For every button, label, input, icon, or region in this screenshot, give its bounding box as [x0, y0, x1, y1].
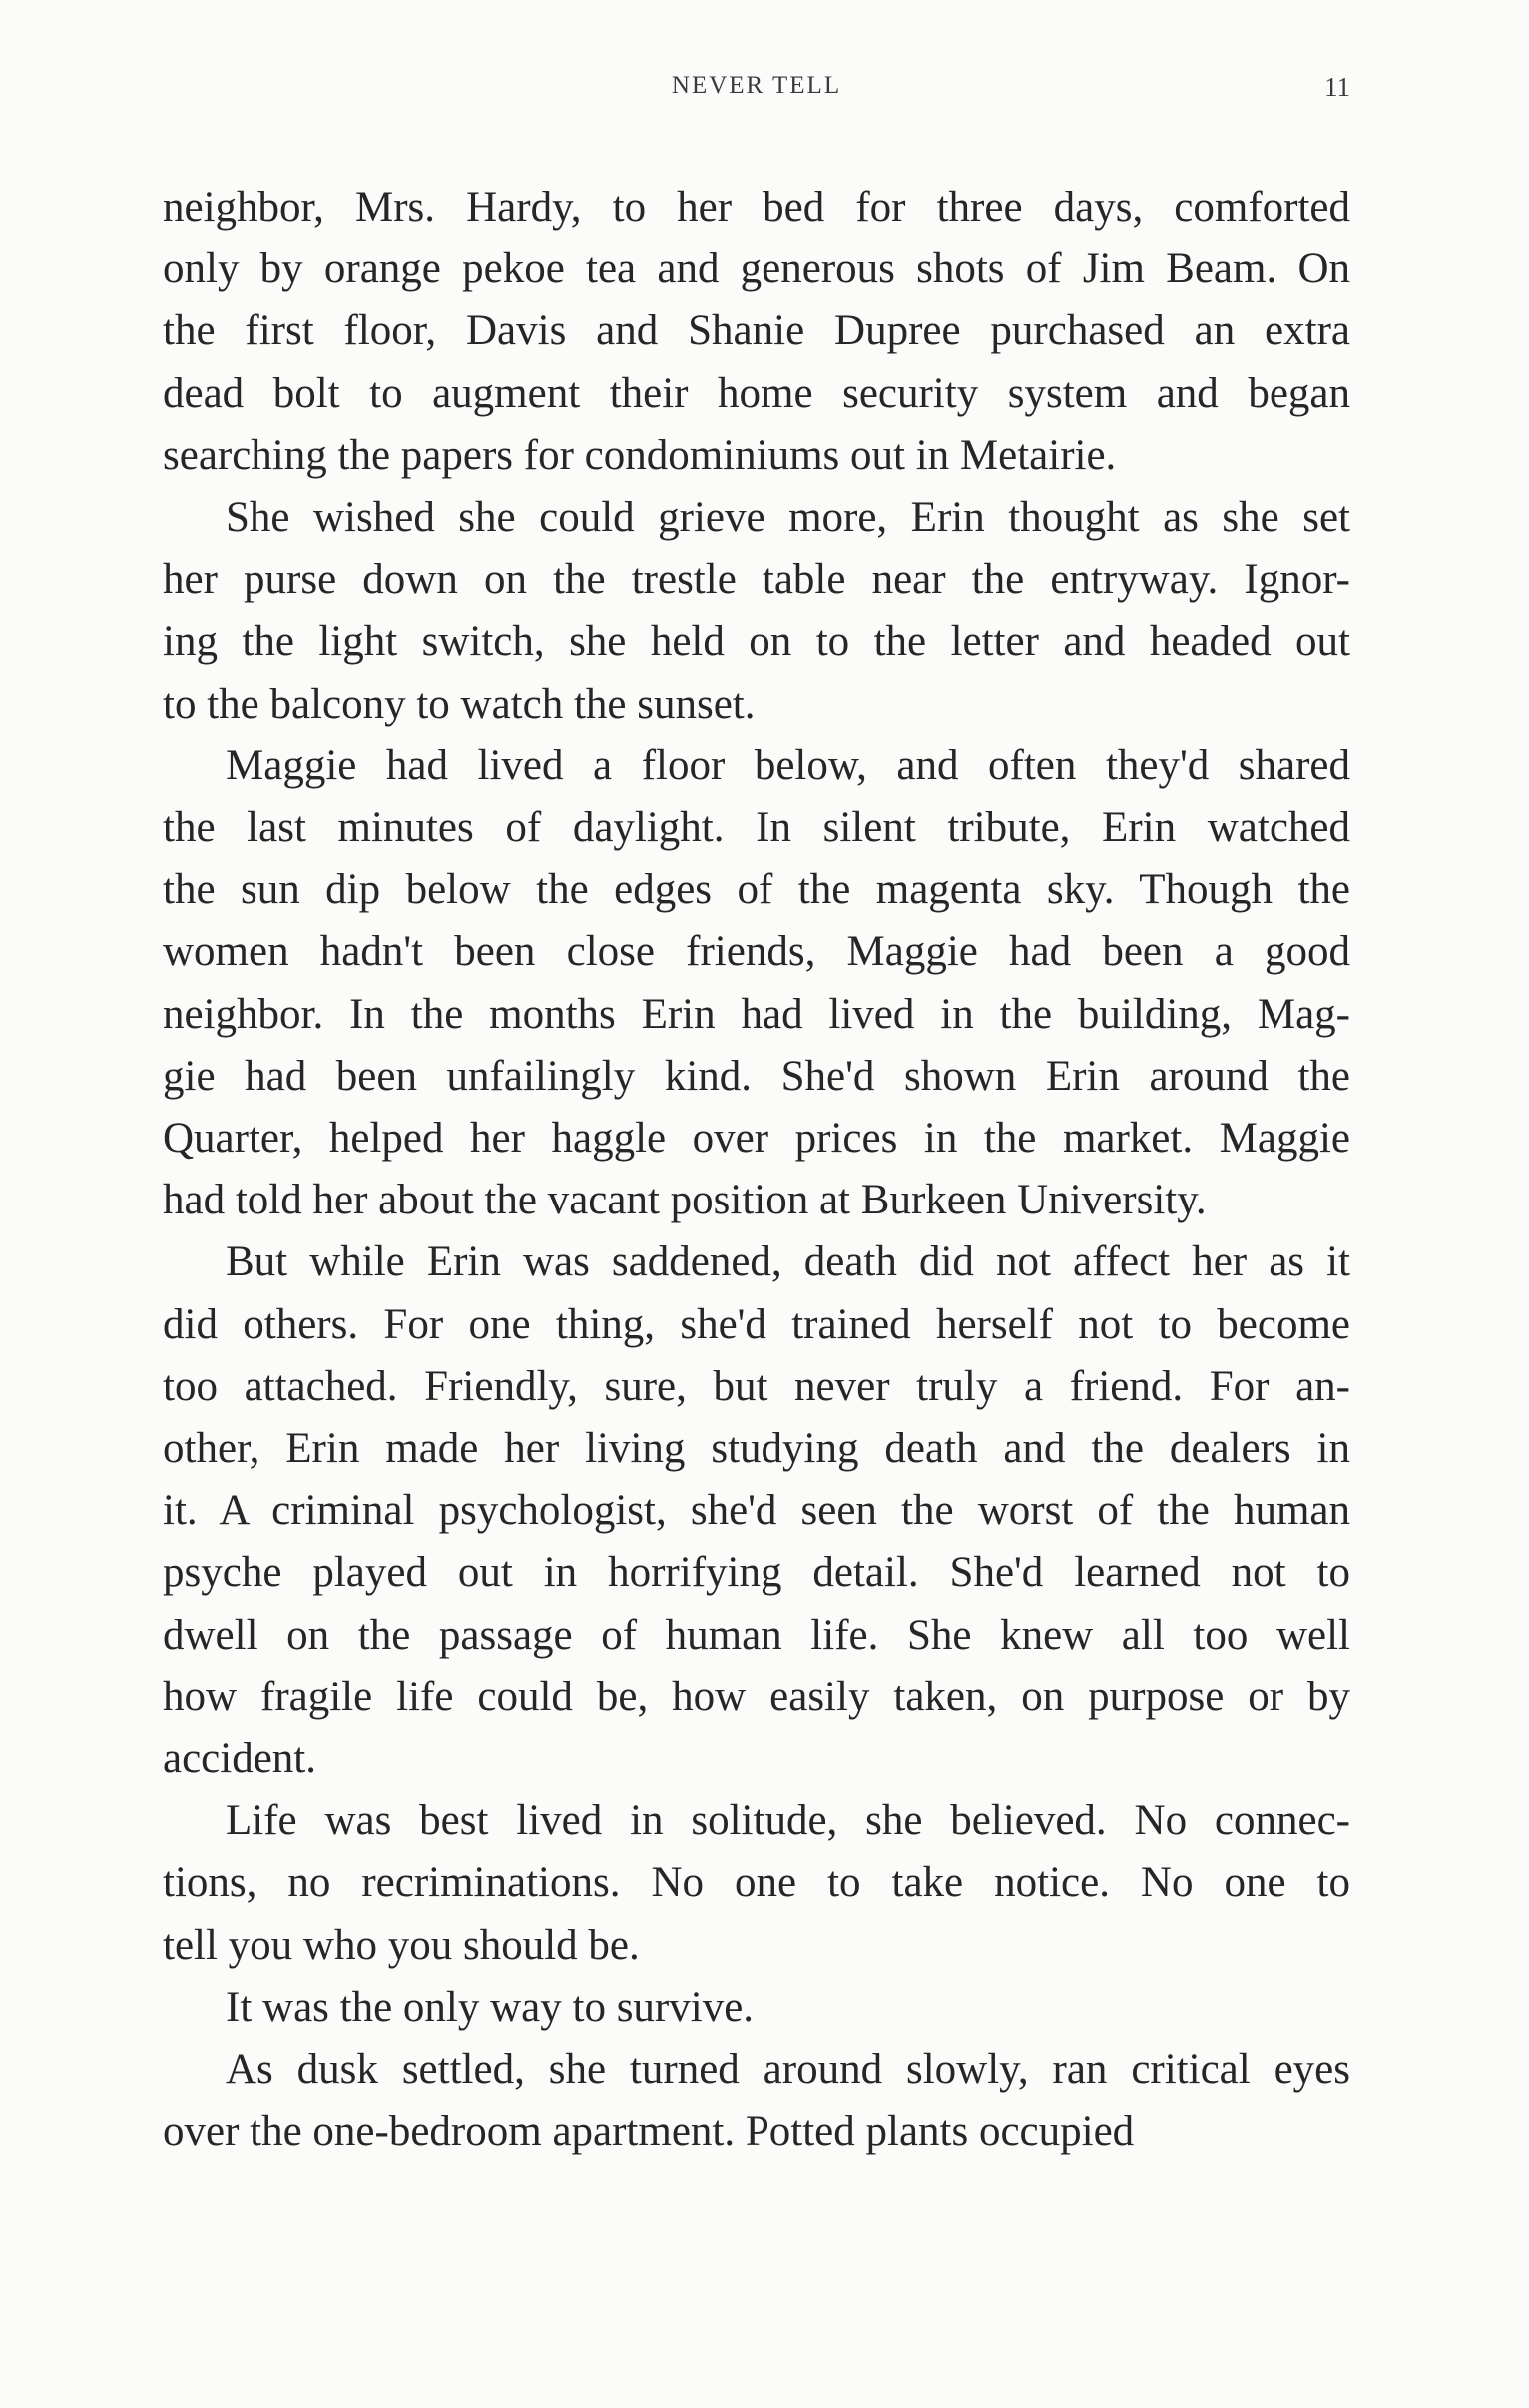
- text-line: had told her about the vacant position at Burkeen University.: [163, 1177, 1207, 1224]
- paragraph: [163, 487, 1350, 735]
- text-line: too attached. Friendly, sure, but never truly a friend. For an-: [163, 1362, 1350, 1410]
- text-line: accident.: [163, 1735, 316, 1783]
- text-line: psyche played out in horrifying detail. She'd learned not to: [163, 1549, 1350, 1597]
- text-line: other, Erin made her living studying death and the dealers in: [163, 1425, 1350, 1473]
- text-line: As dusk settled, she turned around slowly, ran critical eyes: [226, 2046, 1350, 2094]
- text-line: only by orange pekoe tea and generous shots of Jim Beam. On: [163, 245, 1350, 293]
- text-line: women hadn't been close friends, Maggie had been a good: [163, 928, 1350, 976]
- paragraph: [163, 735, 1350, 1232]
- text-line: to the balcony to watch the sunset.: [163, 680, 756, 727]
- text-line: Quarter, helped her haggle over prices in the market. Maggie: [163, 1115, 1350, 1163]
- text-line: did others. For one thing, she'd trained herself not to become: [163, 1300, 1350, 1348]
- text-line: it. A criminal psychologist, she'd seen the worst of the human: [163, 1487, 1350, 1535]
- text-line: neighbor, Mrs. Hardy, to her bed for three days, comforted: [163, 184, 1350, 231]
- text-line: gie had been unfailingly kind. She'd shown Erin around the: [163, 1052, 1350, 1100]
- running-head: [163, 72, 1350, 112]
- text-line: the sun dip below the edges of the magenta sky. Though the: [163, 866, 1350, 914]
- body-text: [163, 177, 1350, 2164]
- text-line: dead bolt to augment their home security system and began: [163, 369, 1350, 417]
- running-title: NEVER TELL: [671, 72, 842, 99]
- text-line: her purse down on the trestle table near the entryway. Ignor-: [163, 556, 1350, 604]
- text-line: Life was best lived in solitude, she believed. No connec-: [226, 1797, 1350, 1845]
- paragraph: [163, 2039, 1350, 2163]
- paragraph: [163, 1790, 1350, 1977]
- paragraph: [163, 1231, 1350, 1790]
- text-line: ing the light switch, she held on to the letter and headed out: [163, 618, 1350, 666]
- text-line: the last minutes of daylight. In silent tribute, Erin watched: [163, 804, 1350, 852]
- text-line: But while Erin was saddened, death did not affect her as it: [226, 1238, 1350, 1286]
- text-line: searching the papers for condominiums out in Metairie.: [163, 431, 1117, 479]
- text-line: how fragile life could be, how easily taken, on purpose or by: [163, 1673, 1350, 1720]
- text-line: neighbor. In the months Erin had lived in the building, Mag-: [163, 990, 1350, 1038]
- text-line: tions, no recriminations. No one to take notice. No one to: [163, 1859, 1350, 1907]
- text-line: It was the only way to survive.: [226, 1983, 755, 2031]
- paragraph: [163, 1977, 1350, 2039]
- text-line: dwell on the passage of human life. She knew all too well: [163, 1611, 1350, 1659]
- text-line: over the one-bedroom apartment. Potted plants occupied: [163, 2108, 1135, 2156]
- text-line: She wished she could grieve more, Erin thought as she set: [226, 494, 1350, 542]
- text-line: the first floor, Davis and Shanie Dupree purchased an extra: [163, 307, 1350, 355]
- text-line: tell you who you should be.: [163, 1921, 640, 1969]
- page-number: 11: [1324, 72, 1350, 102]
- text-line: Maggie had lived a floor below, and often they'd shared: [226, 741, 1350, 789]
- paragraph: [163, 177, 1350, 487]
